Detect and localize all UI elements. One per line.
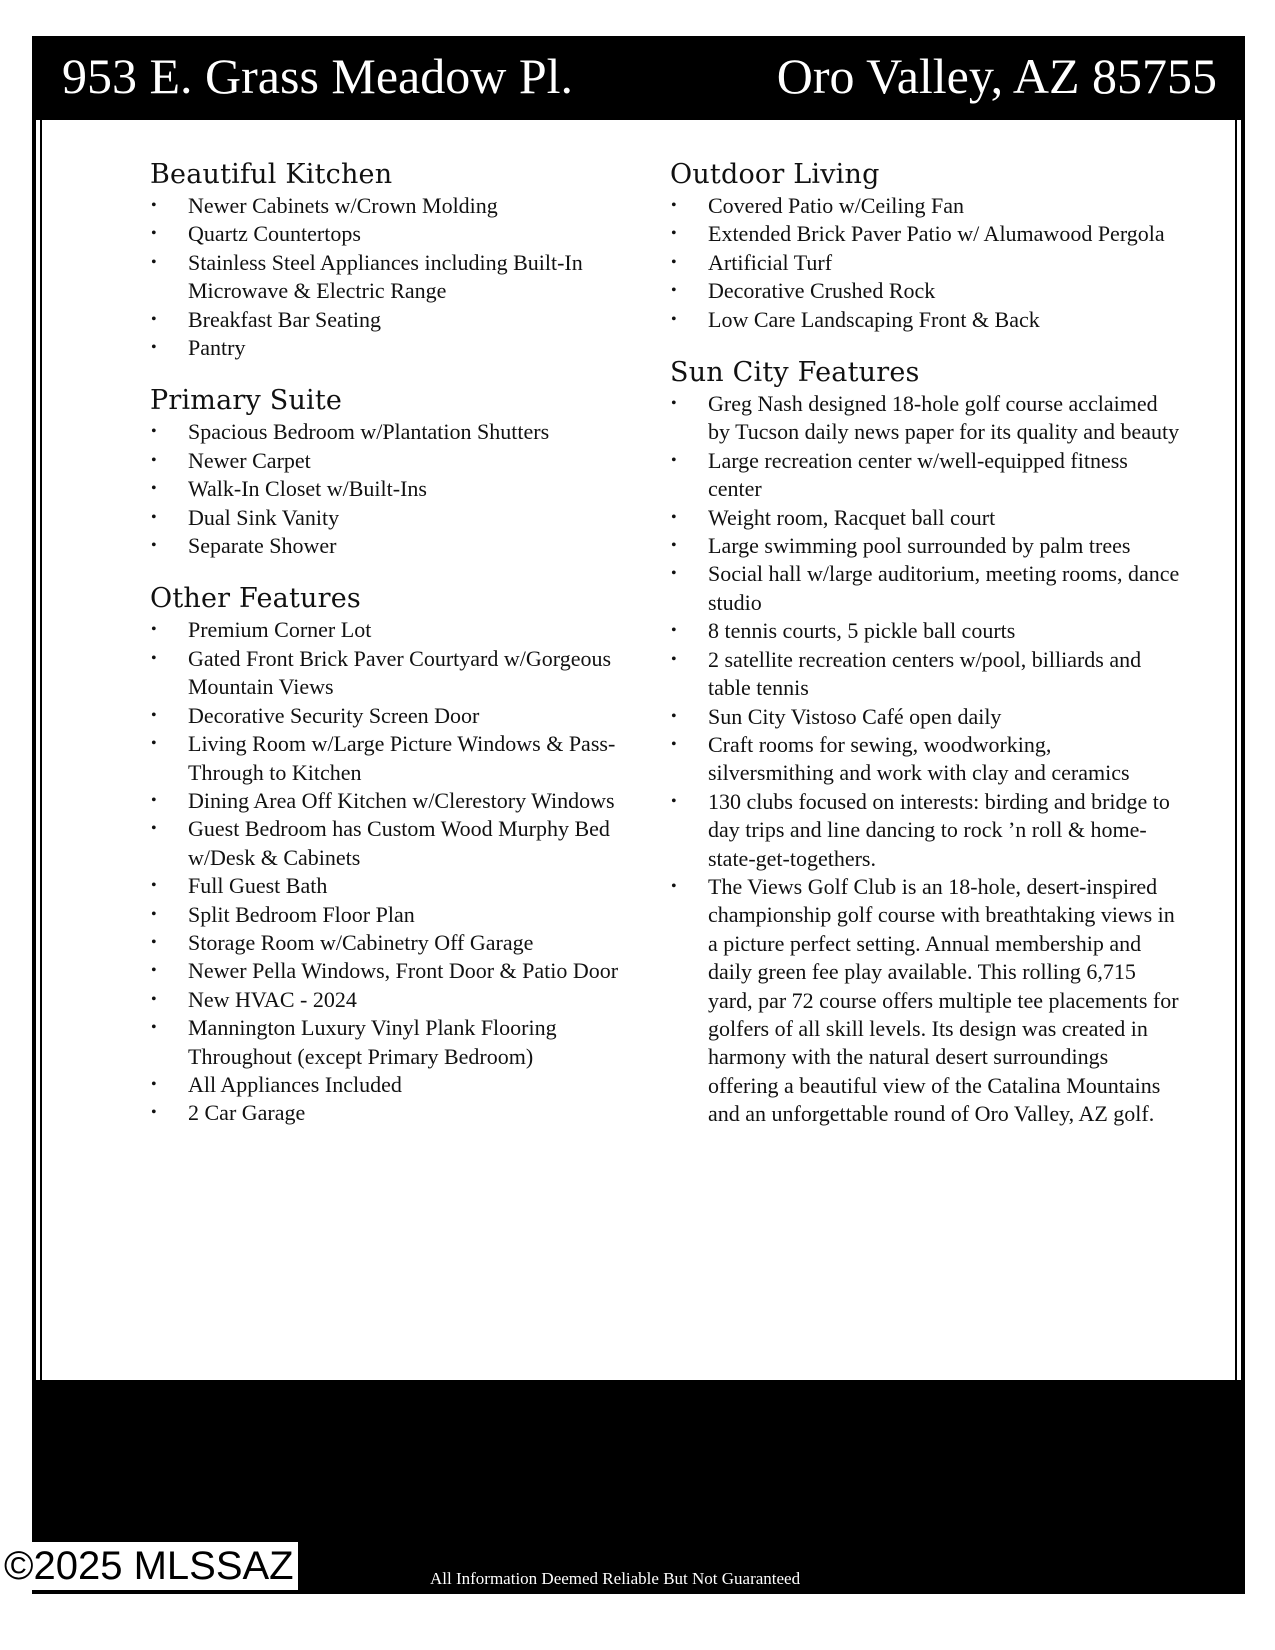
bullet-icon: •: [671, 282, 677, 300]
bullet-icon: •: [151, 877, 157, 895]
bullet-icon: •: [671, 310, 677, 328]
list-item: [670, 447, 1180, 504]
list-item-text: Dining Area Off Kitchen w/Clerestory Windows: [188, 787, 615, 813]
section-title: Outdoor Living: [670, 159, 880, 190]
list-item-text: Sun City Vistoso Café open daily: [708, 703, 1002, 729]
bullet-icon: •: [151, 197, 157, 214]
bullet-icon: •: [151, 820, 157, 838]
list-item-text: Guest Bedroom has Custom Wood Murphy Bed w/Desk & Cabinets: [188, 816, 610, 870]
list-item-text: Living Room w/Large Picture Windows & Pass-Through to Kitchen: [188, 731, 616, 785]
bullet-icon: •: [671, 451, 677, 469]
copyright-watermark: ©2025 MLSSAZ: [4, 1542, 298, 1590]
list-item-text: 8 tennis courts, 5 pickle ball courts: [708, 618, 1016, 644]
list-item: [670, 788, 1180, 873]
bullet-icon: •: [671, 707, 677, 725]
list-item-text: Greg Nash designed 18-hole golf course acclaimed by Tucson daily news paper for its quality and beauty: [708, 391, 1180, 445]
feature-list: [150, 616, 620, 1127]
bullet-icon: •: [151, 791, 157, 809]
bullet-icon: •: [151, 1075, 157, 1093]
list-item: [150, 815, 620, 872]
list-item-text: 2 satellite recreation centers w/pool, billiards and table tennis: [708, 646, 1142, 701]
list-item: [150, 447, 620, 475]
bullet-icon: •: [671, 877, 677, 895]
list-item: [670, 192, 1180, 220]
left-border-rule-thin: [40, 120, 42, 1380]
list-item-text: New HVAC - 2024: [188, 986, 357, 1012]
list-item-text: All Appliances Included: [188, 1071, 402, 1097]
list-item-text: Walk-In Closet w/Built-Ins: [188, 476, 427, 502]
list-item: [150, 418, 620, 446]
bullet-icon: •: [671, 197, 677, 214]
bullet-icon: •: [151, 1104, 157, 1122]
section-title: Primary Suite: [150, 385, 343, 417]
list-item: [150, 986, 620, 1014]
feature-list: [150, 192, 620, 362]
section-title: Beautiful Kitchen: [150, 159, 393, 190]
list-item-text: Low Care Landscaping Front & Back: [708, 306, 1040, 332]
list-item-text: Quartz Countertops: [188, 221, 361, 247]
list-item: [150, 730, 620, 787]
list-item-text: Newer Pella Windows, Front Door & Patio Door: [188, 958, 619, 984]
bullet-icon: •: [671, 650, 677, 668]
list-item-text: Separate Shower: [188, 533, 337, 559]
bullet-icon: •: [151, 423, 157, 441]
list-item: [670, 504, 1180, 532]
list-item-text: Split Bedroom Floor Plan: [188, 901, 415, 927]
section-sun-city-features: [670, 356, 1180, 1129]
list-item: [670, 560, 1180, 617]
bullet-icon: •: [151, 706, 157, 724]
disclaimer: All Information Deemed Reliable But Not Guaranteed: [430, 1569, 801, 1588]
list-item-text: Weight room, Racquet ball court: [708, 504, 996, 530]
right-column: [670, 158, 1180, 1151]
list-item: [670, 646, 1180, 703]
feature-list: [670, 192, 1180, 334]
bullet-icon: •: [151, 310, 157, 328]
list-item: [670, 873, 1180, 1129]
bullet-icon: •: [671, 735, 677, 753]
section-beautiful-kitchen: [150, 158, 620, 362]
list-item-text: Premium Corner Lot: [188, 617, 372, 643]
list-item: [150, 901, 620, 929]
list-item-text: Large swimming pool surrounded by palm trees: [708, 533, 1131, 559]
list-item-text: Craft rooms for sewing, woodworking, silversmithing and work with clay and ceramics: [708, 731, 1130, 786]
list-item-text: Spacious Bedroom w/Plantation Shutters: [188, 419, 550, 445]
list-item-text: Gated Front Brick Paver Courtyard w/Gorgeous Mountain Views: [188, 645, 612, 700]
bullet-icon: •: [151, 621, 157, 639]
list-item: [670, 617, 1180, 645]
bullet-icon: •: [151, 649, 157, 667]
bullet-icon: •: [151, 933, 157, 951]
list-item: [150, 929, 620, 957]
bullet-icon: •: [151, 253, 157, 271]
bullet-icon: •: [151, 537, 157, 555]
list-item-text: Extended Brick Paver Patio w/ Alumawood Pergola: [708, 221, 1165, 247]
property-address: 953 E. Grass Meadow Pl.: [62, 48, 574, 104]
list-item-text: Social hall w/large auditorium, meeting rooms, dance studio: [708, 561, 1180, 615]
bullet-icon: •: [671, 537, 677, 555]
list-item-text: Decorative Security Screen Door: [188, 702, 480, 728]
list-item-text: Breakfast Bar Seating: [188, 306, 382, 332]
list-item: [150, 475, 620, 503]
bullet-icon: •: [671, 508, 677, 526]
section-title: Sun City Features: [670, 357, 920, 389]
list-item: [670, 731, 1180, 788]
list-item: [150, 616, 620, 644]
list-item-text: Full Guest Bath: [188, 873, 328, 899]
list-item: [150, 702, 620, 730]
list-item: [150, 504, 620, 532]
list-item-text: Storage Room w/Cabinetry Off Garage: [188, 929, 534, 955]
bullet-icon: •: [151, 225, 157, 243]
list-item: [670, 703, 1180, 731]
list-item: [150, 220, 620, 248]
list-item-text: The Views Golf Club is an 18-hole, desert-inspired championship golf course with breathtaking views in a picture perfect setting. Annual membership and daily green fee play available. This rolling 6,715 yard, par 72 course offers multiple tee placements for golfers of all skill levels. Its design was created in harmony with the natural desert surroundings offering a beautiful view of the Catalina Mountains and an unforgettable round of Oro Valley, AZ golf.: [708, 873, 1179, 1127]
list-item-text: Stainless Steel Appliances including Built-In Microwave & Electric Range: [188, 249, 583, 304]
list-item-text: Large recreation center w/well-equipped fitness center: [708, 447, 1128, 502]
bullet-icon: •: [151, 962, 157, 980]
section-outdoor-living: [670, 158, 1180, 334]
list-item-text: Decorative Crushed Rock: [708, 278, 936, 304]
list-item: [150, 306, 620, 334]
feature-list: [150, 418, 620, 560]
list-item: [670, 220, 1180, 248]
bullet-icon: •: [671, 253, 677, 271]
list-item: [670, 249, 1180, 277]
section-title: Other Features: [150, 583, 361, 615]
bullet-icon: •: [671, 792, 677, 810]
list-item: [150, 532, 620, 560]
list-item: [150, 957, 620, 985]
list-item-text: Pantry: [188, 335, 246, 361]
bullet-icon: •: [671, 395, 677, 413]
right-border-rule-thin: [1235, 120, 1237, 1380]
list-item: [150, 192, 620, 220]
list-item-text: Newer Carpet: [188, 447, 311, 473]
bullet-icon: •: [151, 339, 157, 357]
list-item-text: Artificial Turf: [708, 249, 833, 275]
left-border-rule: [32, 120, 36, 1380]
list-item-text: Dual Sink Vanity: [188, 504, 340, 530]
list-item: [150, 249, 620, 306]
list-item: [150, 1099, 620, 1127]
header-bar: [32, 36, 1245, 120]
section-other-features: [150, 582, 620, 1127]
right-border-rule: [1241, 120, 1245, 1380]
list-item: [150, 787, 620, 815]
list-item: [150, 1071, 620, 1099]
list-item: [670, 277, 1180, 305]
bullet-icon: •: [151, 508, 157, 526]
section-primary-suite: [150, 384, 620, 560]
bullet-icon: •: [671, 565, 677, 583]
bullet-icon: •: [151, 905, 157, 923]
bullet-icon: •: [151, 735, 157, 753]
feature-list: [670, 390, 1180, 1129]
bullet-icon: •: [671, 225, 677, 243]
left-column: [150, 158, 620, 1150]
list-item-text: Covered Patio w/Ceiling Fan: [708, 193, 965, 218]
list-item-text: 130 clubs focused on interests: birding and bridge to day trips and line dancing to rock ’n roll & home-state-get-togethers.: [708, 788, 1170, 871]
bullet-icon: •: [151, 990, 157, 1008]
bullet-icon: •: [151, 451, 157, 469]
bullet-icon: •: [151, 1019, 157, 1037]
bullet-icon: •: [151, 480, 157, 498]
list-item: [150, 1014, 620, 1071]
property-city: Oro Valley, AZ 85755: [776, 48, 1217, 104]
list-item-text: Mannington Luxury Vinyl Plank Flooring Throughout (except Primary Bedroom): [188, 1015, 557, 1069]
list-item-text: Newer Cabinets w/Crown Molding: [188, 193, 498, 218]
list-item: [670, 532, 1180, 560]
bullet-icon: •: [671, 622, 677, 640]
list-item: [150, 334, 620, 362]
list-item: [670, 306, 1180, 334]
list-item: [150, 872, 620, 900]
list-item: [150, 645, 620, 702]
list-item-text: 2 Car Garage: [188, 1100, 306, 1126]
list-item: [670, 390, 1180, 447]
